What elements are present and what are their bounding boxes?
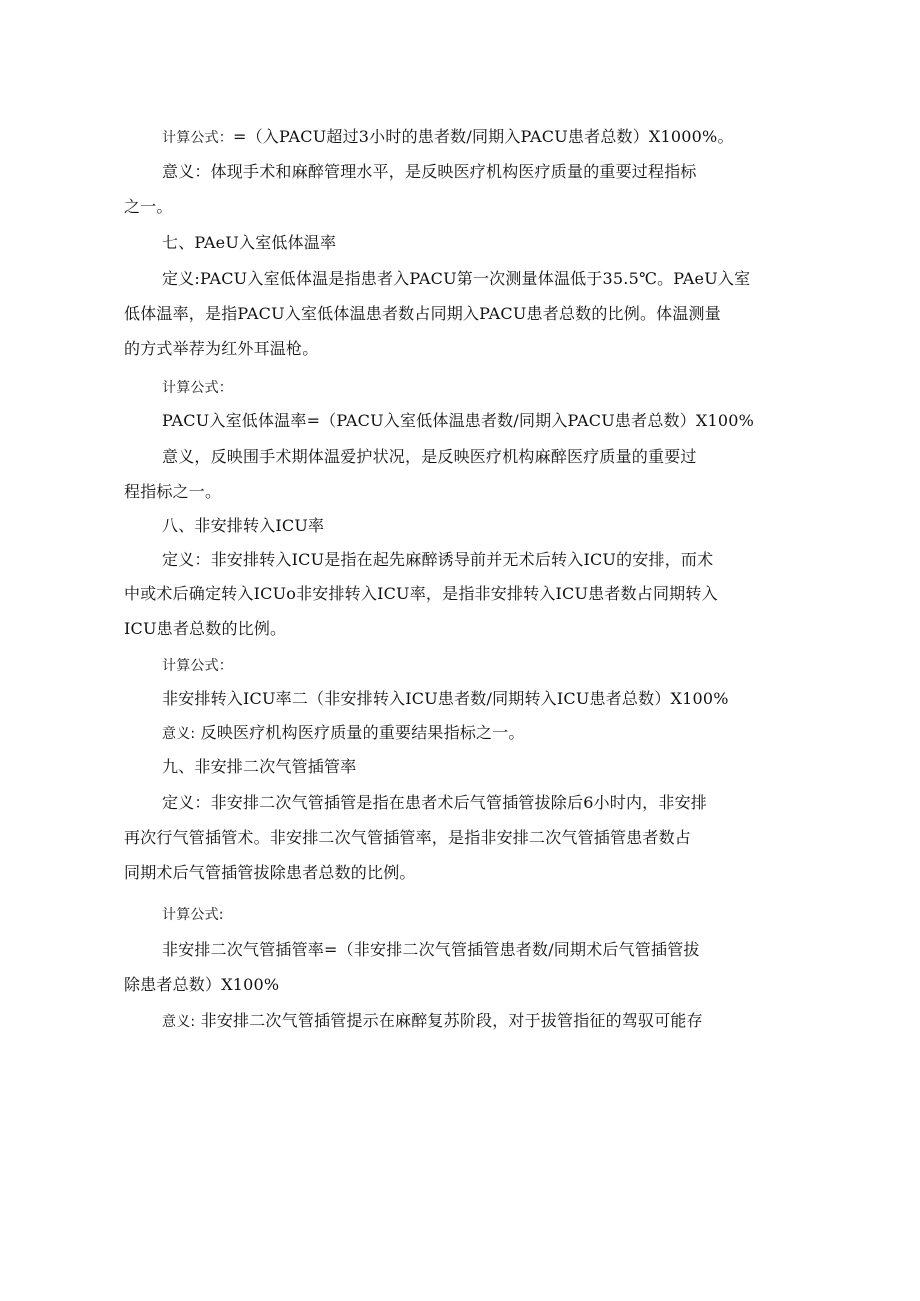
formula-line: PACU入室低体温率=（PACU入室低体温患者数/同期入PACU患者总数）X100% bbox=[162, 411, 755, 430]
formula-line: 除患者总数）X100% bbox=[124, 975, 280, 994]
definition-line: 低体温率，是指PACU入室低体温患者数占同期入PACU患者总数的比例。体温测量 bbox=[124, 304, 721, 323]
definition-line: 的方式举荐为红外耳温枪。 bbox=[124, 339, 319, 358]
significance-line: 之一。 bbox=[124, 197, 173, 216]
significance-line: 程指标之一。 bbox=[124, 482, 222, 501]
formula-line-pacu-3h bbox=[162, 127, 734, 148]
formula-text: =（入PACU超过3小时的患者数/同期入PACU患者总数）X1000%。 bbox=[233, 127, 734, 146]
section-heading-7: 七、PAeU入室低体温率 bbox=[162, 233, 337, 252]
formula-label-text: 计算公式： bbox=[162, 658, 233, 674]
formula-label bbox=[162, 904, 224, 925]
formula-label bbox=[162, 377, 233, 398]
definition-line: 中或术后确定转入ICUo非安排转入ICU率，是指非安排转入ICU患者数占同期转入 bbox=[124, 584, 718, 603]
significance-line: 意义，反映围手术期体温爱护状况，是反映医疗机构麻醉医疗质量的重要过 bbox=[162, 447, 697, 466]
significance-label: 意义: bbox=[162, 1014, 196, 1030]
significance-text: 非安排二次气管插管提示在麻醉复苏阶段，对于拔管指征的驾驭可能存 bbox=[200, 1011, 703, 1030]
significance-line bbox=[162, 723, 525, 744]
significance-line bbox=[162, 1011, 703, 1032]
definition-line: 定义:PACU入室低体温是指患者入PACU第一次测量体温低于35.5℃。PAeU入室 bbox=[162, 269, 751, 288]
definition-line: 定义：非安排转入ICU是指在起先麻醉诱导前并无术后转入ICU的安排，而术 bbox=[162, 550, 714, 569]
section-heading-8: 八、非安排转入ICU率 bbox=[162, 516, 325, 535]
definition-line: 再次行气管插管术。非安排二次气管插管率，是指非安排二次气管插管患者数占 bbox=[124, 828, 692, 847]
significance-line: 意义：体现手术和麻醉管理水平，是反映医疗机构医疗质量的重要过程指标 bbox=[162, 162, 697, 181]
section-heading-9: 九、非安排二次气管插管率 bbox=[162, 757, 357, 776]
formula-line: 非安排转入ICU率二（非安排转入ICU患者数/同期转入ICU患者总数）X100% bbox=[162, 689, 729, 708]
definition-line: 同期术后气管插管拔除患者总数的比例。 bbox=[124, 863, 416, 882]
formula-label-text: 计算公式: bbox=[162, 907, 224, 923]
formula-label-text: 计算公式： bbox=[162, 380, 233, 396]
formula-label bbox=[162, 655, 233, 676]
formula-line: 非安排二次气管插管率=（非安排二次气管插管患者数/同期术后气管插管拔 bbox=[162, 940, 700, 959]
formula-label: 计算公式： bbox=[162, 130, 233, 146]
significance-text: 反映医疗机构医疗质量的重要结果指标之一。 bbox=[200, 723, 525, 742]
definition-line: ICU患者总数的比例。 bbox=[124, 619, 287, 638]
significance-label: 意义: bbox=[162, 726, 196, 742]
definition-line: 定义：非安排二次气管插管是指在患者术后气管插管拔除后6小时内，非安排 bbox=[162, 793, 707, 812]
